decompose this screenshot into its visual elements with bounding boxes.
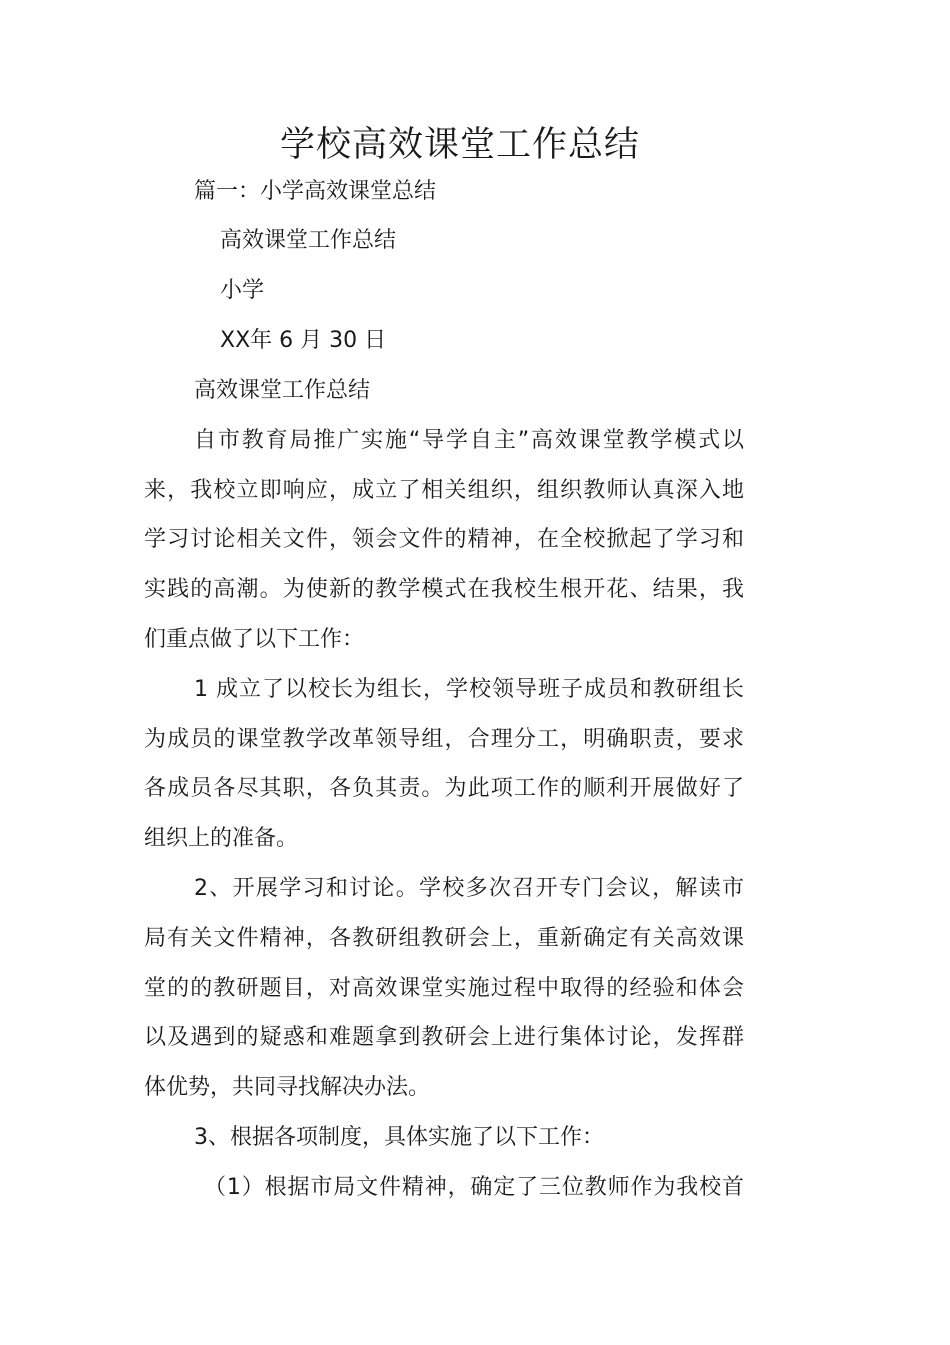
paragraph-line: 来，我校立即响应，成立了相关组织，组织教师认真深入地	[144, 478, 744, 503]
paragraph-line: 组织上的准备。	[144, 826, 299, 851]
paragraph-line: 3、根据各项制度，具体实施了以下工作：	[194, 1125, 604, 1150]
paragraph-line: 自市教育局推广实施“导学自主”高效课堂教学模式以	[194, 428, 744, 453]
paragraph-line: 体优势，共同寻找解决办法。	[144, 1075, 431, 1100]
paragraph-line: 们重点做了以下工作：	[144, 627, 365, 652]
school-line: 小学	[220, 278, 265, 303]
paragraph-line: 为成员的课堂教学改革领导组，合理分工，明确职责，要求	[144, 727, 744, 752]
document-title: 学校高效课堂工作总结	[279, 125, 640, 165]
section-heading: 篇一：小学高效课堂总结	[194, 179, 437, 204]
paragraph-line: 实践的高潮。为使新的教学模式在我校生根开花、结果，我	[144, 577, 744, 602]
subtitle-line: 高效课堂工作总结	[220, 228, 397, 253]
paragraph-line: 以及遇到的疑惑和难题拿到教研会上进行集体讨论，发挥群	[144, 1025, 744, 1050]
date-line: XX年 6 月 30 日	[220, 328, 387, 353]
body-heading: 高效课堂工作总结	[194, 378, 371, 403]
paragraph-line: 各成员各尽其职，各负其责。为此项工作的顺利开展做好了	[144, 776, 744, 801]
paragraph-line: 1 成立了以校长为组长，学校领导班子成员和教研组长	[194, 677, 744, 702]
paragraph-line: 2、开展学习和讨论。学校多次召开专门会议，解读市	[194, 876, 744, 901]
paragraph-line: 堂的的教研题目，对高效课堂实施过程中取得的经验和体会	[144, 976, 744, 1001]
paragraph-line: 学习讨论相关文件，领会文件的精神，在全校掀起了学习和	[144, 527, 744, 552]
paragraph-line: 局有关文件精神，各教研组教研会上，重新确定有关高效课	[144, 926, 744, 951]
paragraph-line: （1）根据市局文件精神，确定了三位教师作为我校首	[204, 1175, 744, 1200]
